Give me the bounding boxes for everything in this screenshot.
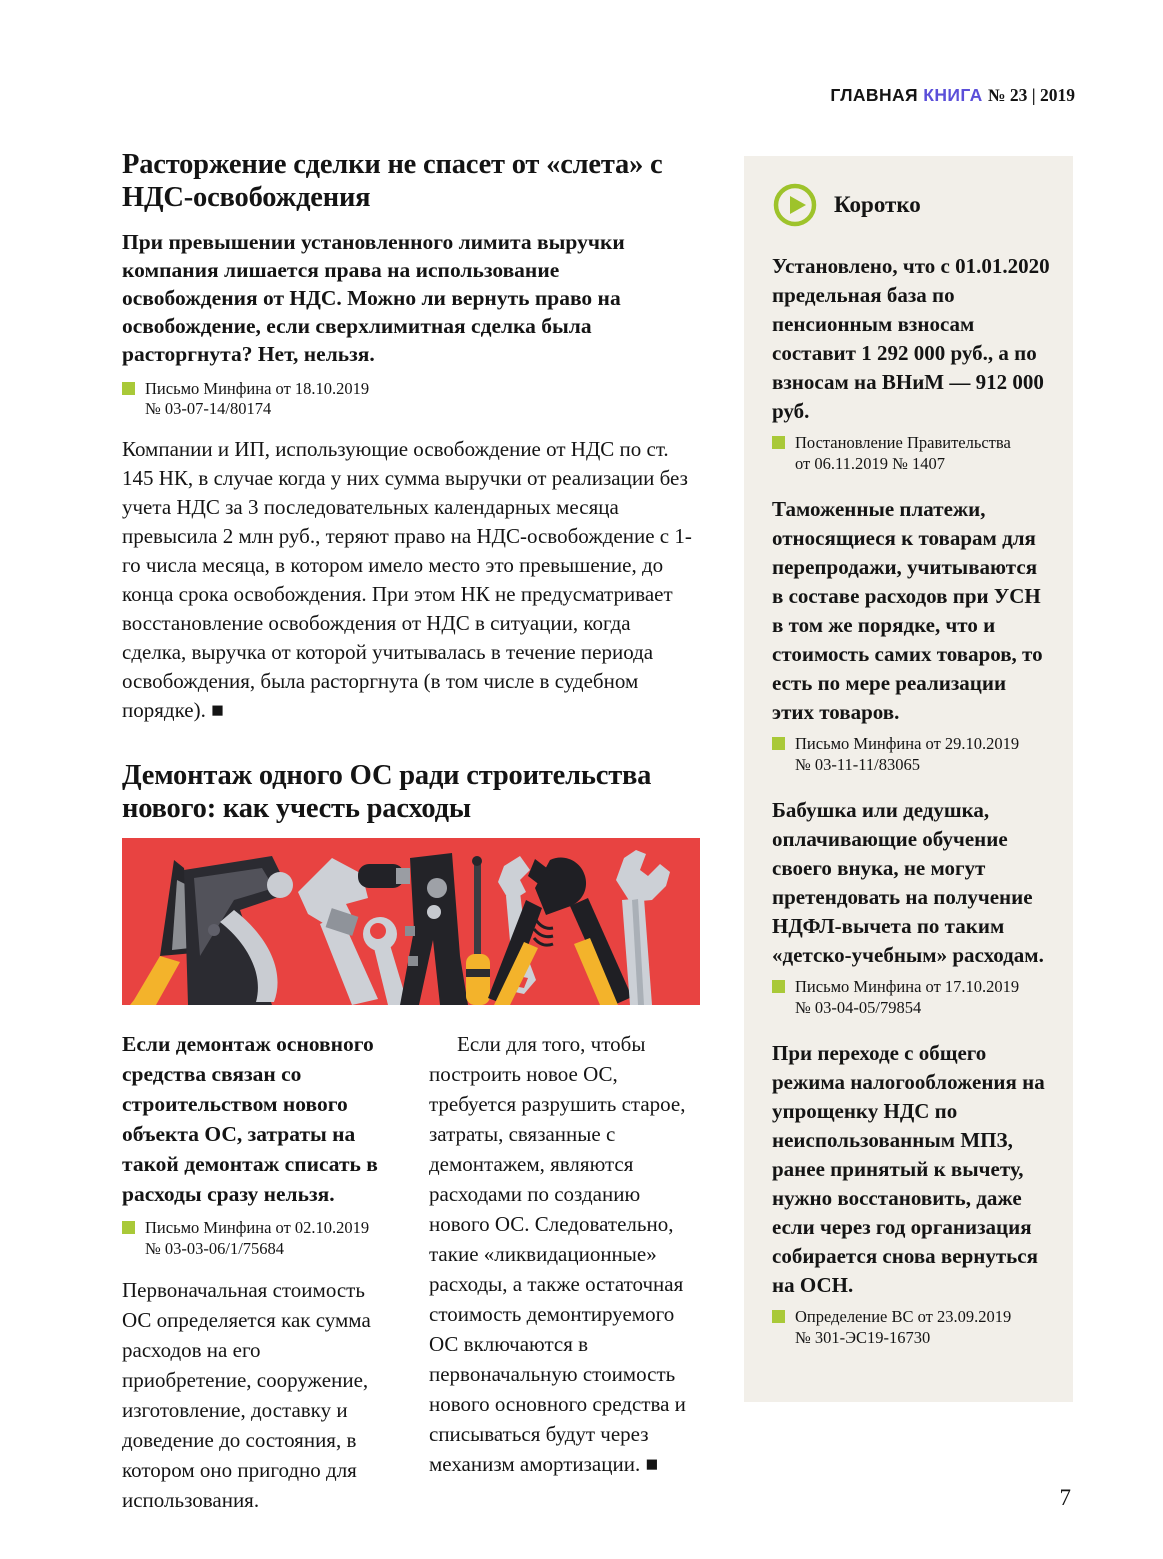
- source-reference: [772, 433, 1051, 474]
- green-square-bullet-icon: [122, 382, 135, 395]
- source-reference: [772, 734, 1051, 775]
- reference-text: Письмо Минфина от 29.10.2019 № 03-11-11/83065: [795, 734, 1020, 774]
- column-body: Первоначальная стоимость ОС определяется как сумма расходов на его приобретение, сооружение, изготовление, доставку и доведение до состояния, в котором оно пригодно для использования.: [122, 1278, 371, 1513]
- reference-text: Письмо Минфина от 18.10.2019 № 03-07-14/80174: [145, 378, 370, 419]
- issue-number: № 23 | 2019: [987, 85, 1075, 105]
- brand-name-main: ГЛАВНАЯ: [830, 85, 919, 105]
- article-lead: При превышении установленного лимита выручки компания лишается права на использование освобождения от НДС. Можно ли вернуть право на освобождение, если сверхлимитная сделка была расторгнута? Нет, нельзя.: [122, 229, 625, 366]
- article-title: Демонтаж одного ОС ради строительства нового: как учесть расходы: [122, 759, 652, 825]
- play-icon: [772, 182, 818, 228]
- news-text: Бабушка или дедушка, оплачивающие обучение своего внука, не могут претендовать на получение НДФЛ-вычета по таким «детско-учебным» расходам.: [772, 798, 1044, 967]
- source-reference: [122, 379, 700, 420]
- source-reference: [122, 1218, 393, 1259]
- article-vat-exemption: [122, 148, 700, 725]
- reference-text: Постановление Правительства от 06.11.2019 № 1407: [795, 433, 1011, 473]
- reference-text: Определение ВС от 23.09.2019 № 301-ЭС19-16730: [795, 1307, 1012, 1347]
- two-column-block: [122, 1029, 700, 1515]
- green-square-bullet-icon: [772, 1310, 785, 1323]
- magazine-header: [830, 85, 1075, 106]
- news-text: При переходе с общего режима налогообложения на упрощенку НДС по неиспользованным МПЗ, ранее принятый к вычету, нужно восстановить, даже если через год организация собирается снова вернуться на ОСН.: [772, 1041, 1045, 1297]
- article-body: Компании и ИП, использующие освобождение от НДС по ст. 145 НК, в случае когда у них сумма выручки от реализации без учета НДС за 3 последовательных календарных месяца превысила 2 млн руб., теряют право на НДС-освобождение с 1-го числа месяца, в котором имело место это превышение, до конца срока освобождения. При этом НК не предусматривает восстановление освобождения от НДС в ситуации, когда сделка, выручка от которой учитывалась в течение периода освобождения, была расторгнута (в том числе в судебном порядке). ■: [122, 436, 692, 722]
- reference-text: Письмо Минфина от 02.10.2019 № 03-03-06/1/75684: [145, 1218, 370, 1258]
- source-reference: [772, 977, 1051, 1018]
- news-item: [772, 1039, 1051, 1348]
- news-text: Установлено, что с 01.01.2020 предельная база по пенсионным взносам составит 1 292 000 руб., а по взносам на ВНиМ — 912 000 руб.: [772, 254, 1050, 423]
- sidebar-korotko: [744, 156, 1073, 1402]
- source-reference: [772, 1307, 1051, 1348]
- news-text: Таможенные платежи, относящиеся к товарам для перепродажи, учитываются в составе расходов при УСН в том же порядке, что и стоимость самих товаров, то есть по мере реализации этих товаров.: [772, 497, 1043, 724]
- reference-text: Письмо Минфина от 17.10.2019 № 03-04-05/79854: [795, 977, 1020, 1017]
- page-number: 7: [1059, 1485, 1071, 1510]
- green-square-bullet-icon: [772, 980, 785, 993]
- green-square-bullet-icon: [122, 1221, 135, 1234]
- main-content: [122, 148, 700, 1515]
- column-lead: Если демонтаж основного средства связан со строительством нового объекта ОС, затраты на такой демонтаж списать в расходы сразу нельзя.: [122, 1032, 378, 1207]
- tools-photo: [122, 838, 700, 1005]
- column-left: [122, 1029, 393, 1515]
- green-square-bullet-icon: [772, 737, 785, 750]
- news-item: [772, 252, 1051, 474]
- brand-name-accent: КНИГА: [923, 85, 983, 105]
- sidebar-title: Коротко: [834, 192, 921, 217]
- news-item: [772, 495, 1051, 775]
- green-square-bullet-icon: [772, 436, 785, 449]
- column-body: Если для того, чтобы построить новое ОС, требуется разрушить старое, затраты, связанные с демонтажем, являются расходами по созданию нового ОС. Следовательно, такие «ликвидационные» расходы, а также остаточная стоимость демонтируемого ОС включаются в первоначальную стоимость нового основного средства и списываться будут через механизм амортизации. ■: [429, 1032, 686, 1477]
- sidebar-header: [772, 182, 1051, 228]
- article-title: Расторжение сделки не спасет от «слета» с НДС-освобождения: [122, 149, 663, 214]
- article-dismantling: [122, 759, 700, 1516]
- column-right: [429, 1029, 700, 1515]
- news-item: [772, 796, 1051, 1018]
